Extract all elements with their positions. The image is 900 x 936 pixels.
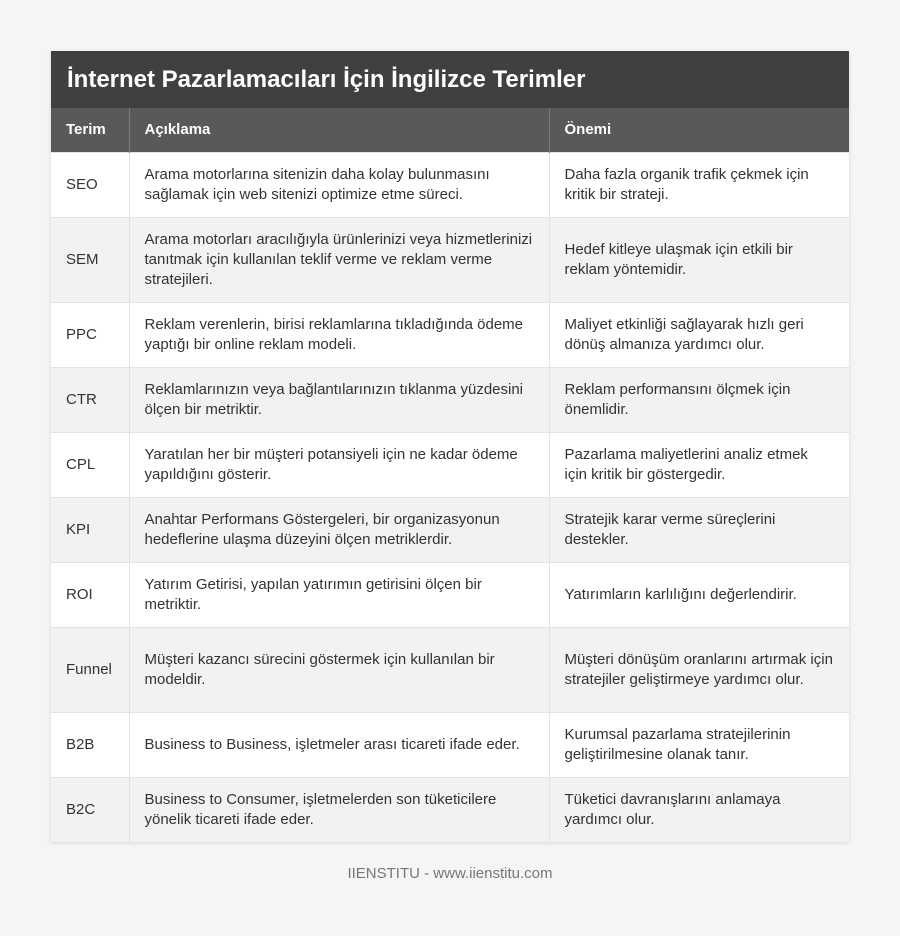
importance-cell: Müşteri dönüşüm oranlarını artırmak için stratejiler geliştirmeye yardımcı olur. [549, 627, 849, 712]
term-cell: PPC [51, 302, 129, 367]
term-cell: CPL [51, 432, 129, 497]
table-row [51, 562, 849, 627]
footer-credit: IIENSTITU - www.iienstitu.com [347, 865, 553, 882]
column-header-importance: Önemi [549, 108, 849, 152]
importance-cell: Reklam performansını ölçmek için önemlidir. [549, 367, 849, 432]
table-row [51, 432, 849, 497]
description-cell: Yatırım Getirisi, yapılan yatırımın getirisini ölçen bir metriktir. [129, 562, 549, 627]
terms-table [51, 108, 849, 842]
description-cell: Müşteri kazancı sürecini göstermek için kullanılan bir modeldir. [129, 627, 549, 712]
description-cell: Yaratılan her bir müşteri potansiyeli için ne kadar ödeme yapıldığını gösterir. [129, 432, 549, 497]
table-row [51, 302, 849, 367]
importance-cell: Pazarlama maliyetlerini analiz etmek için kritik bir göstergedir. [549, 432, 849, 497]
table-row [51, 152, 849, 217]
table-row [51, 627, 849, 712]
term-cell: B2B [51, 712, 129, 777]
importance-cell: Kurumsal pazarlama stratejilerinin geliştirilmesine olanak tanır. [549, 712, 849, 777]
term-cell: ROI [51, 562, 129, 627]
term-cell: CTR [51, 367, 129, 432]
column-header-description: Açıklama [129, 108, 549, 152]
description-cell: Reklam verenlerin, birisi reklamlarına tıkladığında ödeme yaptığı bir online reklam modeli. [129, 302, 549, 367]
terms-table-card [51, 51, 849, 842]
column-header-term: Terim [51, 108, 129, 152]
importance-cell: Daha fazla organik trafik çekmek için kritik bir strateji. [549, 152, 849, 217]
importance-cell: Maliyet etkinliği sağlayarak hızlı geri dönüş almanıza yardımcı olur. [549, 302, 849, 367]
page-title: İnternet Pazarlamacıları İçin İngilizce Terimler [51, 51, 849, 108]
table-row [51, 777, 849, 842]
term-cell: SEO [51, 152, 129, 217]
description-cell: Business to Consumer, işletmelerden son tüketicilere yönelik ticareti ifade eder. [129, 777, 549, 842]
description-cell: Anahtar Performans Göstergeleri, bir organizasyonun hedeflerine ulaşma düzeyini ölçen metriklerdir. [129, 497, 549, 562]
term-cell: B2C [51, 777, 129, 842]
description-cell: Arama motorlarına sitenizin daha kolay bulunmasını sağlamak için web sitenizi optimize etme süreci. [129, 152, 549, 217]
term-cell: Funnel [51, 627, 129, 712]
table-row [51, 497, 849, 562]
term-cell: KPI [51, 497, 129, 562]
term-cell: SEM [51, 217, 129, 302]
table-row [51, 367, 849, 432]
importance-cell: Stratejik karar verme süreçlerini destekler. [549, 497, 849, 562]
description-cell: Reklamlarınızın veya bağlantılarınızın tıklanma yüzdesini ölçen bir metriktir. [129, 367, 549, 432]
importance-cell: Hedef kitleye ulaşmak için etkili bir reklam yöntemidir. [549, 217, 849, 302]
table-header-row [51, 108, 849, 152]
description-cell: Business to Business, işletmeler arası ticareti ifade eder. [129, 712, 549, 777]
importance-cell: Tüketici davranışlarını anlamaya yardımcı olur. [549, 777, 849, 842]
importance-cell: Yatırımların karlılığını değerlendirir. [549, 562, 849, 627]
description-cell: Arama motorları aracılığıyla ürünlerinizi veya hizmetlerinizi tanıtmak için kullanılan teklif verme ve reklam verme stratejileri. [129, 217, 549, 302]
table-row [51, 217, 849, 302]
table-row [51, 712, 849, 777]
